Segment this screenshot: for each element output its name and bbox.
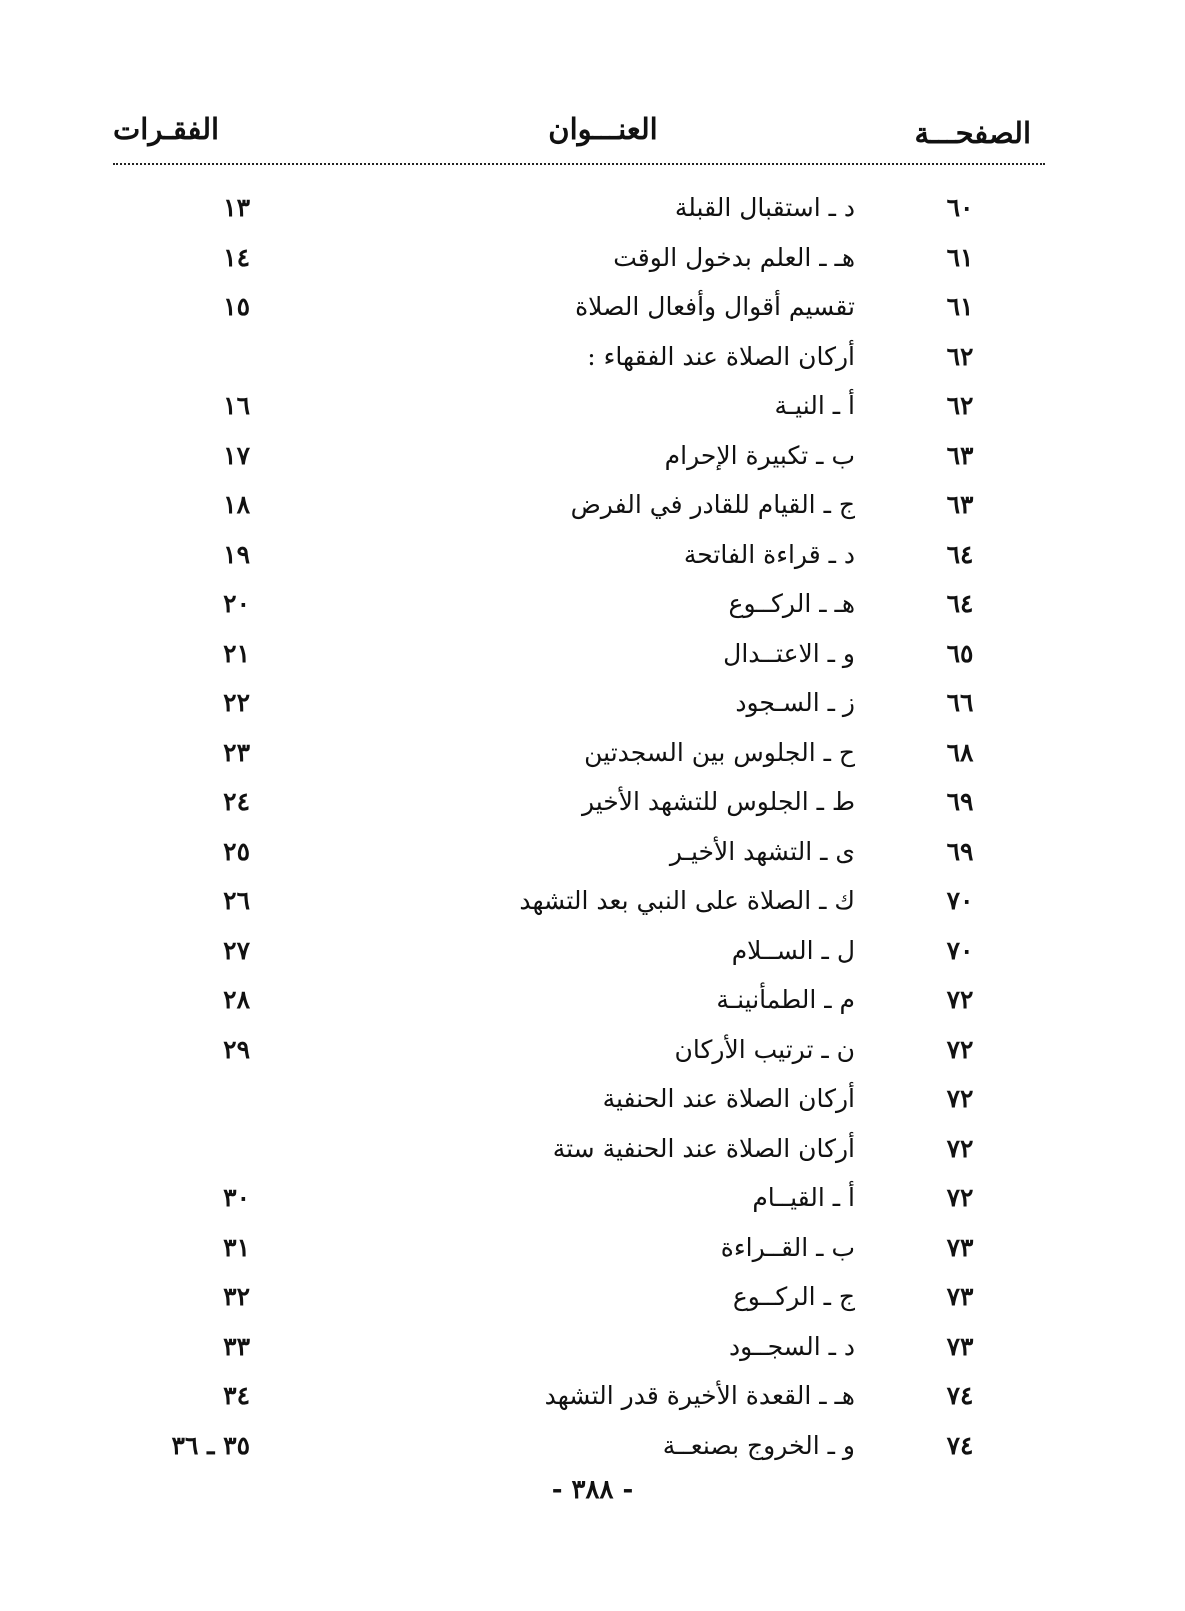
table-row (0, 982, 1185, 1032)
entry-title: ن ـ ترتيب الأركان (674, 1034, 855, 1064)
table-row (0, 1378, 1185, 1428)
entry-title: ب ـ القــراءة (720, 1232, 855, 1262)
entry-paragraph-numbers: ٣٤ (223, 1381, 250, 1410)
entry-page-number: ٦٢ (946, 341, 974, 371)
entry-title: ى ـ التشهد الأخيـر (669, 836, 855, 866)
entry-page-number: ٧٢ (946, 1133, 974, 1163)
entry-page-number: ٧٣ (946, 1232, 974, 1262)
table-row (0, 339, 1185, 389)
entry-title: ك ـ الصلاة على النبي بعد التشهد (519, 886, 855, 915)
page-number: - ٣٨٨ - (551, 1475, 634, 1505)
entry-page-number: ٧٢ (946, 985, 974, 1014)
entry-title: تقسيم أقوال وأفعال الصلاة (575, 292, 855, 321)
entry-paragraph-numbers: ٢٣ (223, 737, 250, 767)
entry-title: ج ـ الركــوع (732, 1282, 855, 1311)
entry-paragraph-numbers: ١٧ (223, 440, 250, 470)
entry-page-number: ٦٤ (946, 589, 974, 618)
entry-page-number: ٧٢ (946, 1084, 974, 1113)
entry-paragraph-numbers: ١٨ (223, 490, 250, 519)
entry-paragraph-numbers: ٢٢ (223, 688, 250, 717)
entry-page-number: ٧٢ (946, 1034, 974, 1064)
entry-paragraph-numbers: ١٩ (223, 539, 250, 569)
entry-paragraph-numbers: ٣٥ ـ ٣٦ (171, 1430, 250, 1460)
entry-title: أ ـ القيــام (752, 1183, 855, 1212)
table-row (0, 586, 1185, 636)
entry-title: أركان الصلاة عند الحنفية (602, 1084, 855, 1113)
entry-paragraph-numbers: ٢٤ (223, 787, 250, 816)
table-row (0, 1230, 1185, 1280)
table-row (0, 1329, 1185, 1379)
entry-title: هـ ـ العلم بدخول الوقت (613, 242, 855, 272)
entry-page-number: ٦٥ (946, 638, 974, 668)
entry-paragraph-numbers: ٢٦ (223, 886, 250, 915)
entry-paragraph-numbers: ٢٠ (223, 589, 250, 618)
entry-title: د ـ قراءة الفاتحة (683, 539, 855, 569)
entry-title: و ـ الخروج بصنعــة (662, 1430, 855, 1460)
header-paragraphs-column: الفقـرات (113, 112, 220, 146)
entry-page-number: ٦٣ (946, 490, 974, 519)
entry-title: هـ ـ القعدة الأخيرة قدر التشهد (544, 1381, 855, 1410)
entry-page-number: ٦٩ (946, 836, 974, 866)
entry-title: ز ـ السـجود (735, 688, 855, 717)
entry-page-number: ٧٠ (946, 886, 974, 915)
entry-paragraph-numbers: ١٣ (223, 193, 250, 222)
entry-title: أ ـ النيـة (774, 391, 855, 420)
entry-title: ب ـ تكبيرة الإحرام (664, 440, 855, 470)
table-row (0, 883, 1185, 933)
table-row (0, 784, 1185, 834)
table-row (0, 438, 1185, 488)
entry-page-number: ٧٤ (946, 1430, 974, 1460)
entry-paragraph-numbers: ١٤ (223, 242, 250, 272)
entry-title: د ـ استقبال القبلة (674, 193, 855, 222)
table-row (0, 487, 1185, 537)
table-row (0, 1081, 1185, 1131)
table-row (0, 1279, 1185, 1329)
entry-title: ل ـ الســلام (731, 935, 855, 965)
entry-page-number: ٦٦ (946, 688, 974, 717)
entry-paragraph-numbers: ١٥ (223, 292, 250, 321)
entry-page-number: ٦١ (946, 292, 974, 321)
table-row (0, 1428, 1185, 1478)
entry-title: هـ ـ الركــوع (728, 589, 855, 618)
entry-page-number: ٦٢ (946, 391, 974, 420)
entry-page-number: ٧٠ (946, 935, 974, 965)
entry-paragraph-numbers: ٢٧ (223, 935, 250, 965)
table-row (0, 289, 1185, 339)
table-row (0, 537, 1185, 587)
table-row (0, 388, 1185, 438)
entry-page-number: ٧٤ (946, 1381, 974, 1410)
entry-paragraph-numbers: ٣٢ (223, 1282, 250, 1311)
table-row (0, 1131, 1185, 1181)
table-row (0, 735, 1185, 785)
entry-title: أركان الصلاة عند الحنفية ستة (552, 1133, 855, 1163)
entry-paragraph-numbers: ٢٩ (223, 1034, 250, 1064)
entry-page-number: ٦٠ (946, 193, 974, 222)
entry-page-number: ٧٣ (946, 1331, 974, 1361)
dotted-divider (113, 163, 1045, 165)
entry-title: أركان الصلاة عند الفقهاء : (587, 341, 855, 371)
entry-paragraph-numbers: ١٦ (223, 391, 250, 420)
table-row (0, 834, 1185, 884)
entry-paragraph-numbers: ٣٠ (223, 1183, 250, 1212)
entry-paragraph-numbers: ٢٥ (223, 836, 250, 866)
index-entries (0, 190, 1185, 1477)
entry-title: و ـ الاعتــدال (723, 638, 855, 668)
entry-paragraph-numbers: ٣٣ (223, 1331, 250, 1361)
entry-page-number: ٦١ (946, 242, 974, 272)
entry-paragraph-numbers: ٣١ (223, 1232, 250, 1262)
header-title-column: العنـــوان (548, 112, 658, 146)
table-row (0, 1032, 1185, 1082)
entry-page-number: ٧٣ (946, 1282, 974, 1311)
entry-page-number: ٦٣ (946, 440, 974, 470)
table-row (0, 1180, 1185, 1230)
entry-title: ط ـ الجلوس للتشهد الأخير (581, 787, 855, 816)
entry-title: ح ـ الجلوس بين السجدتين (584, 737, 855, 767)
entry-page-number: ٧٢ (946, 1183, 974, 1212)
table-header (113, 112, 1043, 162)
entry-page-number: ٦٨ (946, 737, 974, 767)
table-row (0, 240, 1185, 290)
entry-paragraph-numbers: ٢٨ (223, 985, 250, 1014)
entry-title: م ـ الطمأنينـة (716, 985, 855, 1014)
entry-page-number: ٦٤ (946, 539, 974, 569)
table-row (0, 190, 1185, 240)
entry-paragraph-numbers: ٢١ (223, 638, 250, 668)
table-row (0, 685, 1185, 735)
table-row (0, 636, 1185, 686)
entry-page-number: ٦٩ (946, 787, 974, 816)
table-row (0, 933, 1185, 983)
header-page-column: الصفحـــة (914, 116, 1031, 150)
entry-title: ج ـ القيام للقادر في الفرض (570, 490, 855, 519)
entry-title: د ـ السجــود (728, 1331, 855, 1361)
